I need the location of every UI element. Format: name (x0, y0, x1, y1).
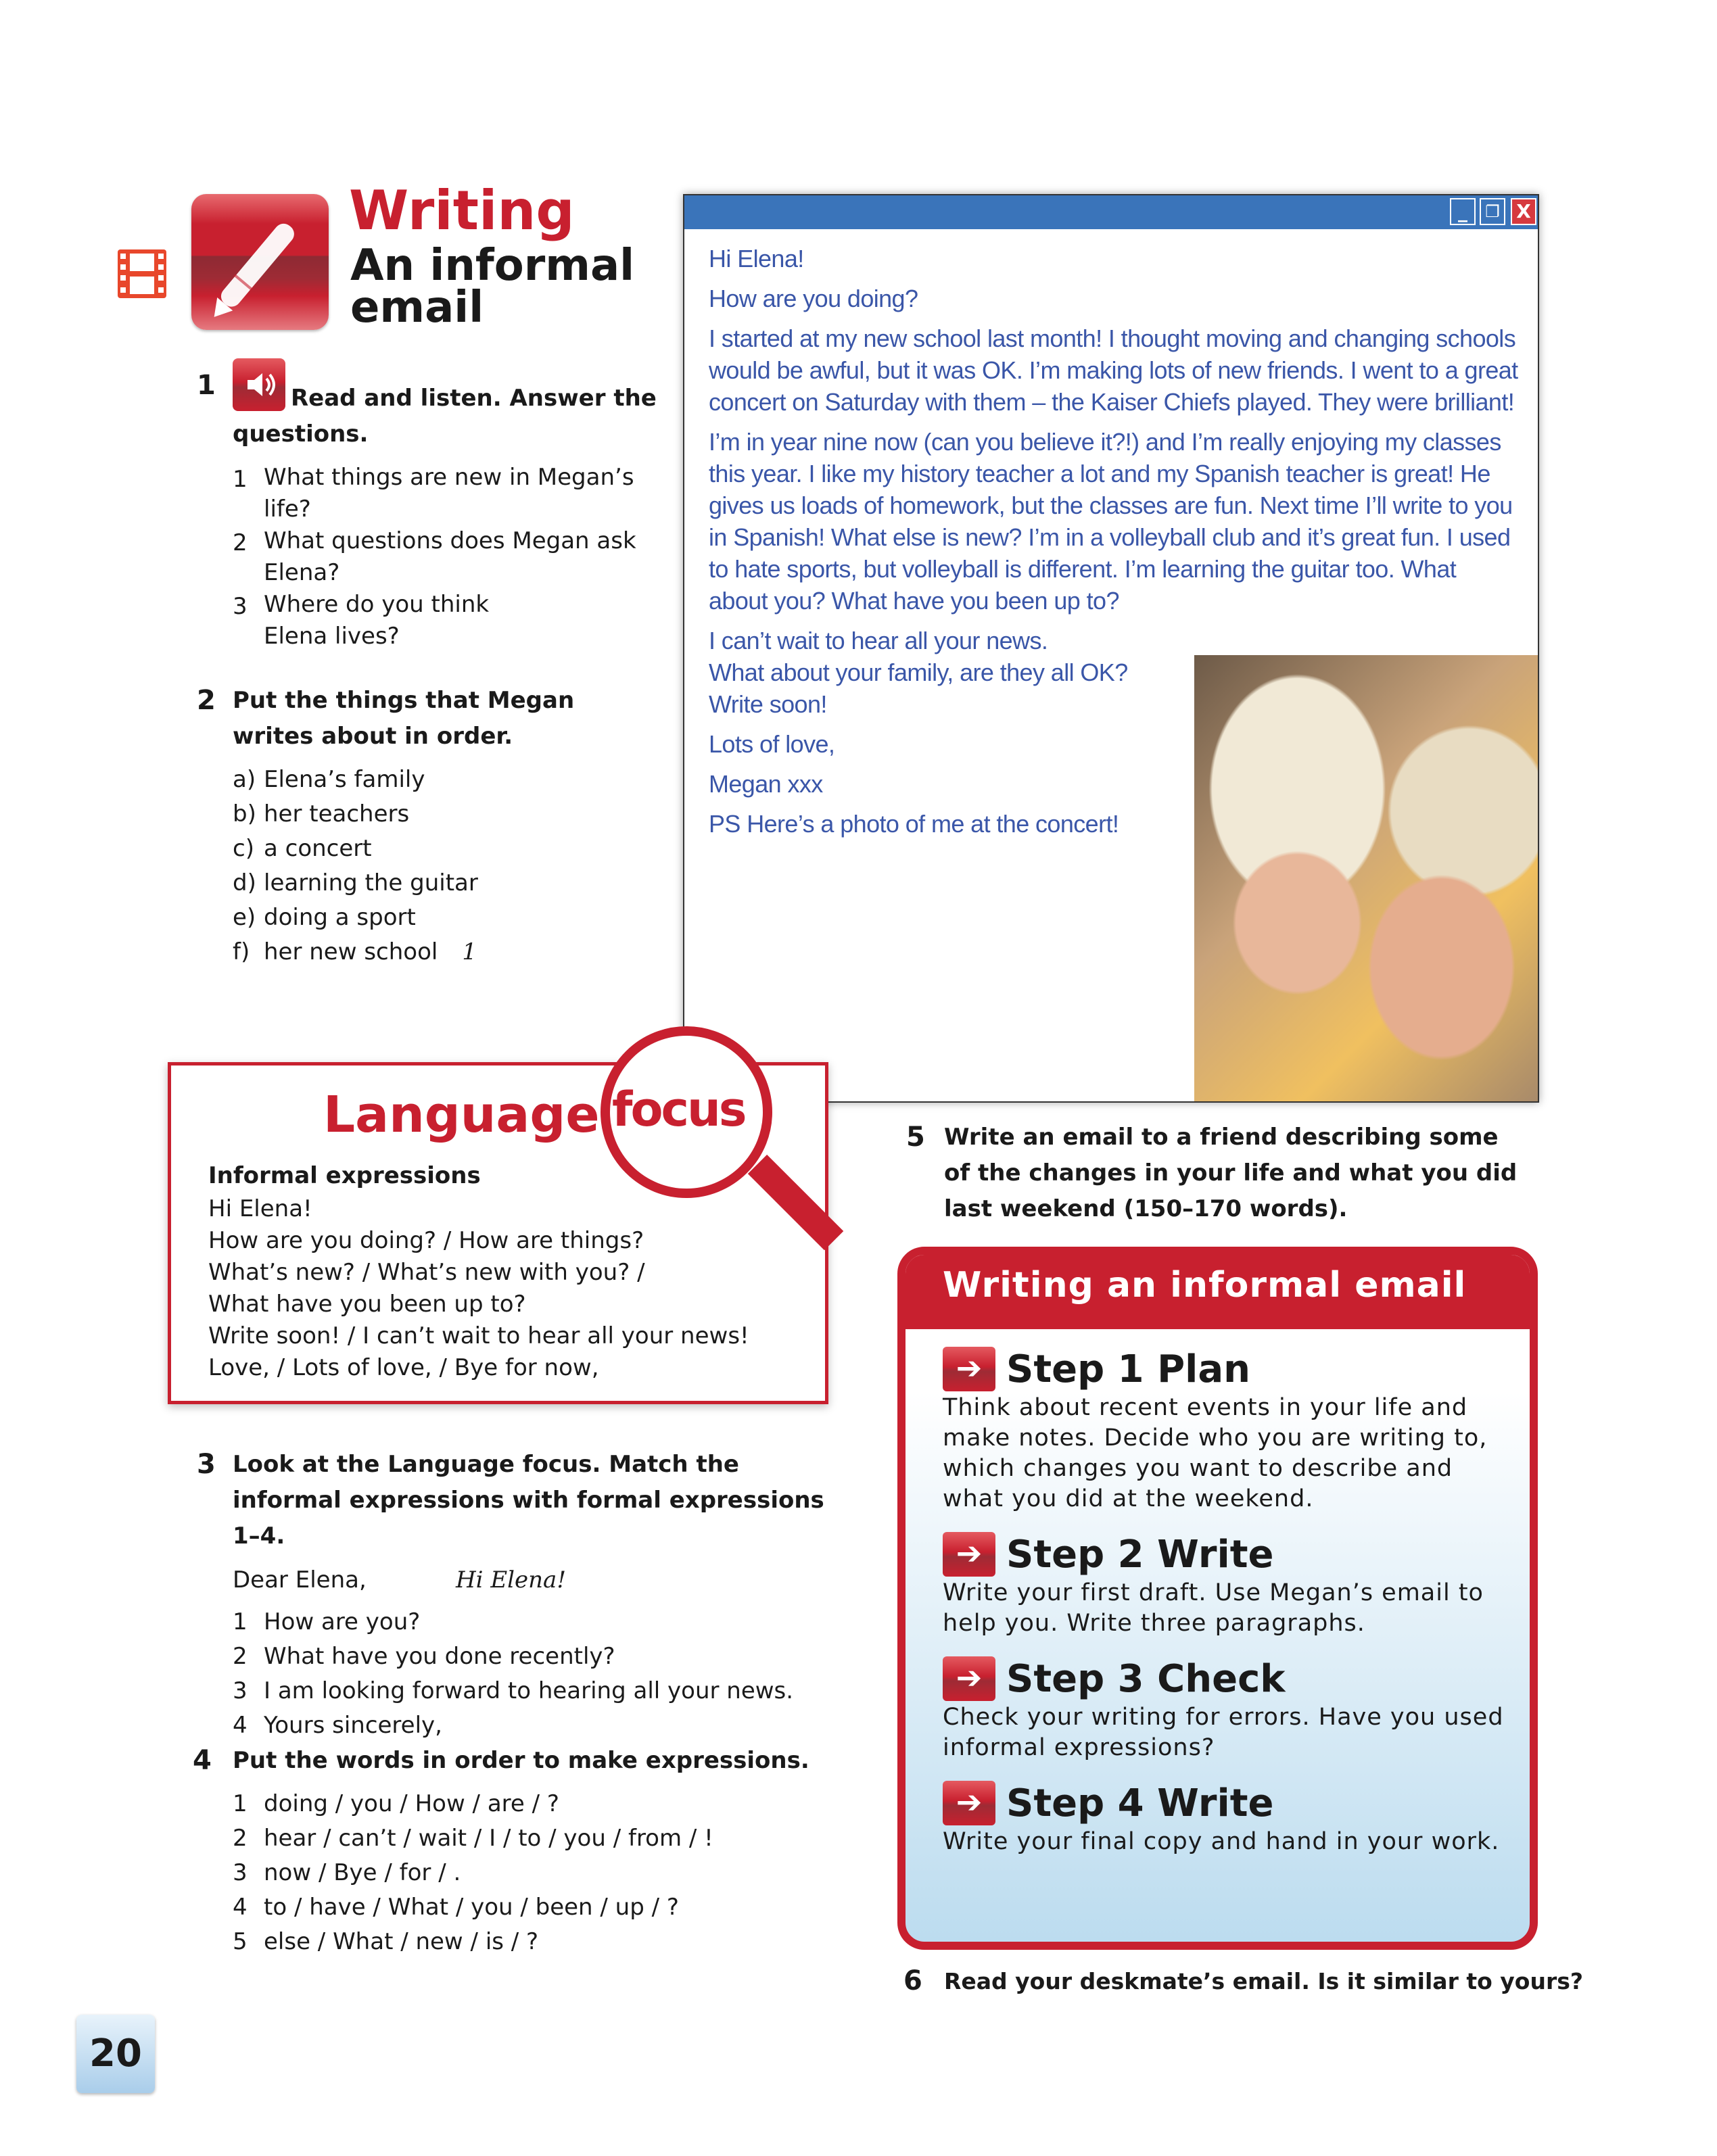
exercise-number: 4 (193, 1745, 212, 1776)
steps-title: Writing an informal email (905, 1255, 1530, 1329)
exercise-number: 1 (197, 370, 216, 401)
list-item: c) a concert (233, 835, 372, 862)
list-item: d) learning the guitar (233, 869, 478, 896)
language-focus-heading: Informal expressions (208, 1162, 481, 1189)
exercise-number: 5 (906, 1122, 925, 1153)
list-item: 4 Yours sincerely, (233, 1712, 442, 1739)
page-title: Writing (349, 179, 575, 242)
example-answer: 1 (462, 938, 477, 965)
email-signoff: Lots of love, (709, 730, 835, 758)
step-3: ➔ Step 3 Check Check your writing for errors. Have you used informal expressions? (943, 1656, 1504, 1761)
pen-icon (191, 194, 329, 330)
close-button[interactable]: X (1511, 198, 1536, 225)
exercise-instruction: Put the things that Megan writes about in order. (233, 687, 575, 750)
window-titlebar (684, 195, 1538, 229)
email-line: Write soon! (709, 690, 827, 718)
email-window (683, 194, 1539, 1103)
list-item: 5 else / What / new / is / ? (233, 1928, 539, 1955)
email-line: I can’t wait to hear all your news. (709, 627, 1048, 654)
example-answer: Hi Elena! (456, 1566, 566, 1594)
question-item: 1 What things are new in Megan’s life? (233, 464, 634, 523)
list-item: 1 doing / you / How / are / ? (233, 1790, 559, 1817)
film-icon[interactable] (118, 249, 166, 298)
exercise-3 (197, 1447, 846, 1743)
exercise-instruction: Read your deskmate’s email. Is it similar to yours? (944, 1968, 1584, 1994)
exercise-5 (906, 1120, 1542, 1227)
step-4: ➔ Step 4 Write Write your final copy and hand in your work. (943, 1781, 1500, 1855)
exercise-instruction: Read and listen. Answer the questions. (233, 385, 657, 448)
exercise-instruction: Put the words in order to make expressions. (233, 1747, 809, 1774)
writing-steps-box (897, 1247, 1538, 1950)
exercise-number: 3 (197, 1449, 216, 1480)
expression-line: What’s new? / What’s new with you? / (208, 1259, 645, 1286)
step-2: ➔ Step 2 Write Write your first draft. Use Megan’s email to help you. Write three paragraphs. (943, 1532, 1484, 1637)
exercise-instruction: Write an email to a friend describing some of the changes in your life and what you did last weekend (150–170 words). (944, 1124, 1518, 1222)
minimize-button[interactable]: _ (1450, 198, 1476, 225)
list-item: 1 How are you? (233, 1608, 421, 1635)
arrow-right-icon: ➔ (943, 1781, 995, 1825)
list-item: f) her new school 1 (233, 935, 663, 969)
question-item: 2 What questions does Megan ask Elena? (233, 527, 636, 586)
page-number: 20 (76, 2015, 155, 2093)
restore-button[interactable]: ❐ (1480, 198, 1505, 225)
step-1: ➔ Step 1 Plan Think about recent events in your life and make notes. Decide who you are writing to, which changes you want to describe and what you did at the weekend. (943, 1347, 1488, 1512)
expression-line: How are you doing? / How are things? (208, 1227, 644, 1254)
email-line: What about your family, are they all OK? (709, 658, 1128, 686)
arrow-right-icon: ➔ (943, 1532, 995, 1577)
exercise-number: 6 (903, 1965, 922, 1996)
audio-speaker-icon[interactable] (233, 358, 285, 411)
exercise-1 (197, 365, 663, 652)
email-signature: Megan xxx (709, 770, 823, 798)
exercise-number: 2 (197, 685, 216, 716)
exercise-6 (903, 1963, 1584, 1999)
email-greeting: Hi Elena! (709, 245, 804, 272)
expression-line: What have you been up to? (208, 1291, 526, 1318)
email-paragraph: I started at my new school last month! I thought moving and changing schools would be awful, but it was OK. I’m making lots of new friends. I went to a great concert on Saturday with them – the Kaiser Chiefs played. They were brilliant! (709, 325, 1518, 416)
email-paragraph: I’m in year nine now (can you believe it?!) and I’m really enjoying my classes this year. I like my history teacher a lot and my Spanish teacher is great! He gives us loads of homework, but the classes are fun. Next time I’ll write to you in Spanish! What else is new? I’m in a volleyball club and it’s great fun. I used to hate sports, but volleyball is different. I’m learning the guitar too. What about you? What have you been up to? (709, 428, 1513, 615)
exercise-instruction: Look at the Language focus. Match the informal expressions with formal expressions 1–4. (233, 1451, 824, 1550)
page-subtitle: An informal email (350, 241, 635, 333)
email-line: How are you doing? (709, 285, 918, 312)
exercise-4 (193, 1743, 842, 1959)
concert-photo (1194, 655, 1538, 1101)
expression-line: Write soon! / I can’t wait to hear all your news! (208, 1322, 749, 1349)
list-item: a) Elena’s family (233, 766, 425, 793)
expression-line: Hi Elena! (208, 1195, 312, 1222)
list-item: e) doing a sport (233, 904, 416, 931)
example-formal: Dear Elena, (233, 1566, 367, 1594)
arrow-right-icon: ➔ (943, 1656, 995, 1701)
list-item: 4 to / have / What / you / been / up / ? (233, 1894, 679, 1921)
list-item: 3 I am looking forward to hearing all your news. (233, 1677, 794, 1704)
list-item: 2 What have you done recently? (233, 1643, 615, 1670)
language-focus-title-focus: focus (612, 1082, 745, 1137)
list-item: 3 now / Bye / for / . (233, 1859, 461, 1886)
arrow-right-icon: ➔ (943, 1347, 995, 1391)
question-item: 3 Where do you think Elena lives? (233, 591, 490, 650)
list-item: b) her teachers (233, 800, 410, 828)
language-focus-title: Language (323, 1086, 600, 1144)
list-item: 2 hear / can’t / wait / I / to / you / from / ! (233, 1825, 713, 1852)
email-ps: PS Here’s a photo of me at the concert! (709, 810, 1119, 838)
exercise-2 (197, 683, 663, 969)
expression-line: Love, / Lots of love, / Bye for now, (208, 1354, 599, 1381)
